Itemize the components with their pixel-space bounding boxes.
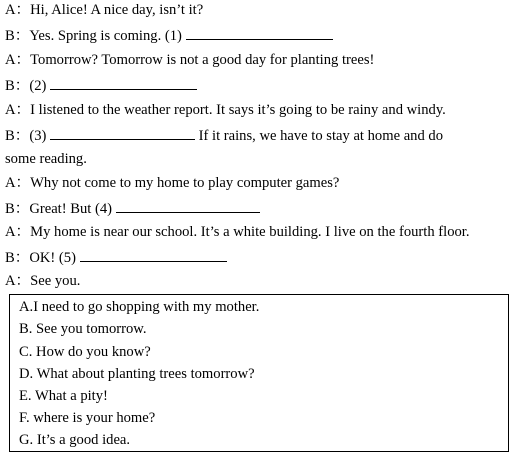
speaker-label: B： [5,28,30,44]
speaker-label: A： [5,273,31,289]
options-box [9,294,509,452]
speaker-label: B： [5,250,30,266]
dialogue-line-11 [5,272,80,290]
speaker-label: B： [5,201,30,217]
speaker-label: A： [5,175,31,191]
line-text: I listened to the weather report. It says it’s going to be rainy and windy. [30,102,446,118]
answer-blank-2[interactable] [50,76,197,90]
answer-blank-4[interactable] [116,199,260,213]
line-text: some reading. [5,151,87,167]
answer-blank-3[interactable] [50,126,195,140]
option-d: D. What about planting trees tomorrow? [19,366,255,382]
line-text: Why not come to my home to play computer games? [30,175,340,191]
line-text: See you. [30,273,81,289]
dialogue-line-10 [5,248,227,266]
option-e: E. What a pity! [19,388,108,404]
dialogue-line-6-continued [5,150,87,168]
option-g: G. It’s a good idea. [19,432,131,448]
line-text: (3) [29,128,50,144]
dialogue-line-2 [5,26,333,44]
speaker-label: A： [5,52,31,68]
line-text: OK! (5) [29,250,80,266]
line-text: Tomorrow? Tomorrow is not a good day for planting trees! [30,52,375,68]
line-text: (2) [29,78,50,94]
line-text: Great! But (4) [29,201,116,217]
dialogue-line-6 [5,126,443,144]
speaker-label: B： [5,128,30,144]
option-f: F. where is your home? [19,410,156,426]
speaker-label: A： [5,2,31,18]
dialogue-line-5 [5,101,446,119]
option-a: A.I need to go shopping with my mother. [19,299,260,315]
line-text-after: If it rains, we have to stay at home and do [195,128,444,144]
dialogue-line-9 [5,223,470,241]
option-c: C. How do you know? [19,344,151,360]
dialogue-line-3 [5,51,374,69]
answer-blank-1[interactable] [186,26,333,40]
line-text: Hi, Alice! A nice day, isn’t it? [30,2,204,18]
line-text: My home is near our school. It’s a white building. I live on the fourth floor. [30,224,470,240]
line-text: Yes. Spring is coming. (1) [29,28,186,44]
speaker-label: A： [5,102,31,118]
answer-blank-5[interactable] [80,248,227,262]
dialogue-line-1 [5,1,203,19]
speaker-label: B： [5,78,30,94]
dialogue-line-4 [5,76,197,94]
dialogue-line-8 [5,199,260,217]
dialogue-line-7 [5,174,339,192]
speaker-label: A： [5,224,31,240]
option-b: B. See you tomorrow. [19,321,147,337]
